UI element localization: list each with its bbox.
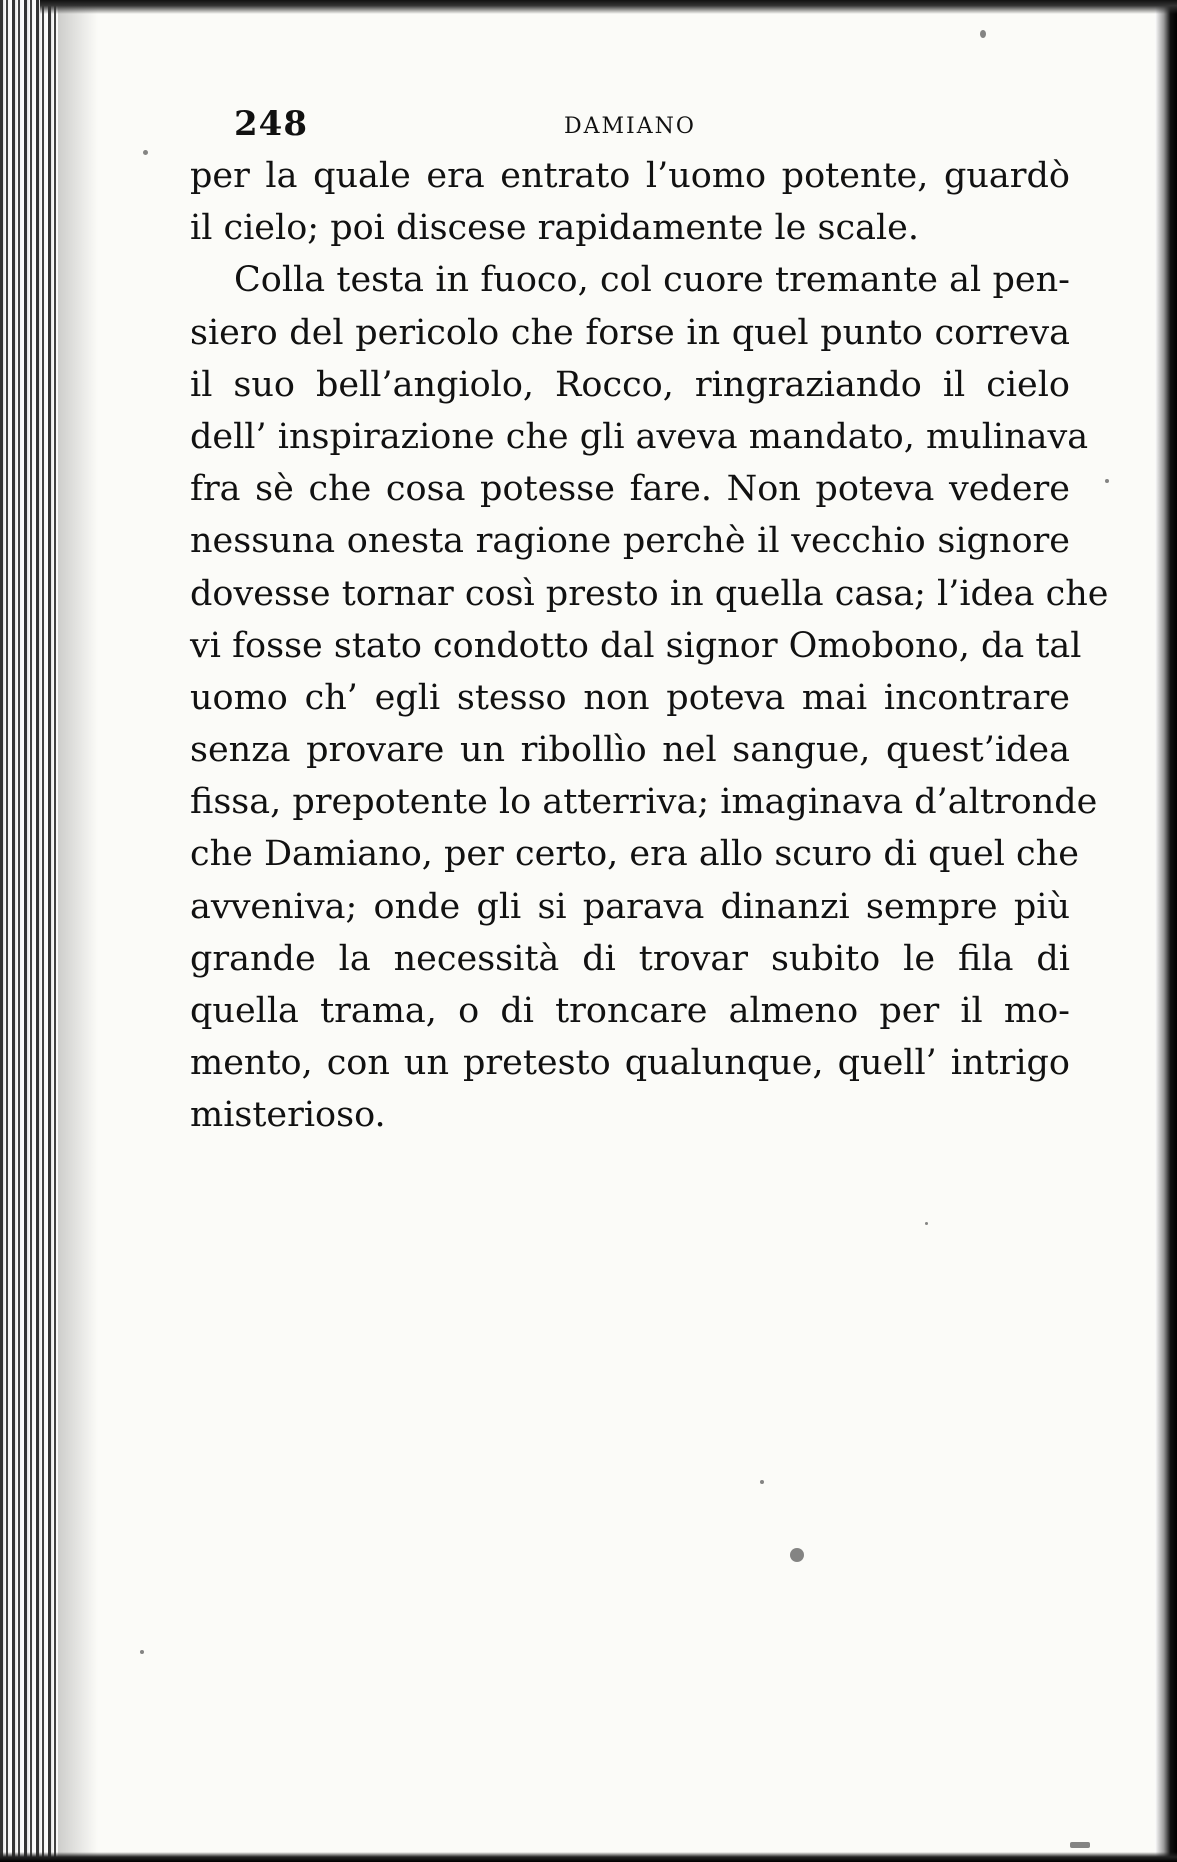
text-line: vi fosse stato condotto dal signor Omobono, da tal [190,625,1082,666]
text-line: per la quale era entrato l’uomo potente, guardò [190,156,1070,196]
text-line: grande la necessità di trovar subito le fila di [190,938,1070,979]
page-number: 248 [234,104,308,144]
text-line: misterioso. [190,1095,386,1136]
running-head: DAMIANO [564,114,696,139]
page-right-edge [1155,0,1177,1862]
text-line: uomo ch’ egli stesso non poteva mai incontrare [190,677,1070,718]
text-line: quella trama, o di troncare almeno per il mo- [190,991,1070,1031]
body-text [190,150,1109,1142]
text-line: fra sè che cosa potesse fare. Non poteva vedere [190,469,1070,510]
scan-speckle [1105,479,1109,483]
text-line: senza provare un ribollìo nel sangue, quest’idea [190,730,1070,771]
binding-shadow [58,0,98,1862]
scan-speckle [925,1222,928,1225]
text-line: Colla testa in fuoco, col cuore tremante al pen- [234,260,1070,301]
text-line: dovesse tornar così presto in quella casa; l’idea che [190,573,1109,614]
book-binding-edge [0,0,58,1862]
scan-speckle [1070,1842,1090,1848]
page-header [234,104,1014,144]
text-line: siero del pericolo che forse in quel punto correva [190,312,1070,353]
scan-speckle [980,30,986,38]
scan-speckle [143,150,148,155]
text-line: dell’ inspirazione che gli aveva mandato, mulinava [190,416,1089,457]
scan-speckle [790,1548,804,1562]
scan-speckle [140,1650,144,1654]
page-top-edge [40,0,1177,14]
scan-speckle [760,1480,764,1484]
text-line: che Damiano, per certo, era allo scuro di quel che [190,834,1079,875]
text-line: nessuna onesta ragione perchè il vecchio signore [190,521,1070,562]
text-line: avveniva; onde gli si parava dinanzi sempre più [190,886,1070,927]
text-line: mento, con un pretesto qualunque, quell’ intrigo [190,1043,1070,1084]
text-line: il cielo; poi discese rapidamente le scale. [190,208,919,249]
page-bottom-edge [0,1852,1177,1862]
text-line: fissa, prepotente lo atterriva; imaginava d’altronde [190,782,1098,823]
text-line: il suo bell’angiolo, Rocco, ringraziando il cielo [190,364,1070,405]
